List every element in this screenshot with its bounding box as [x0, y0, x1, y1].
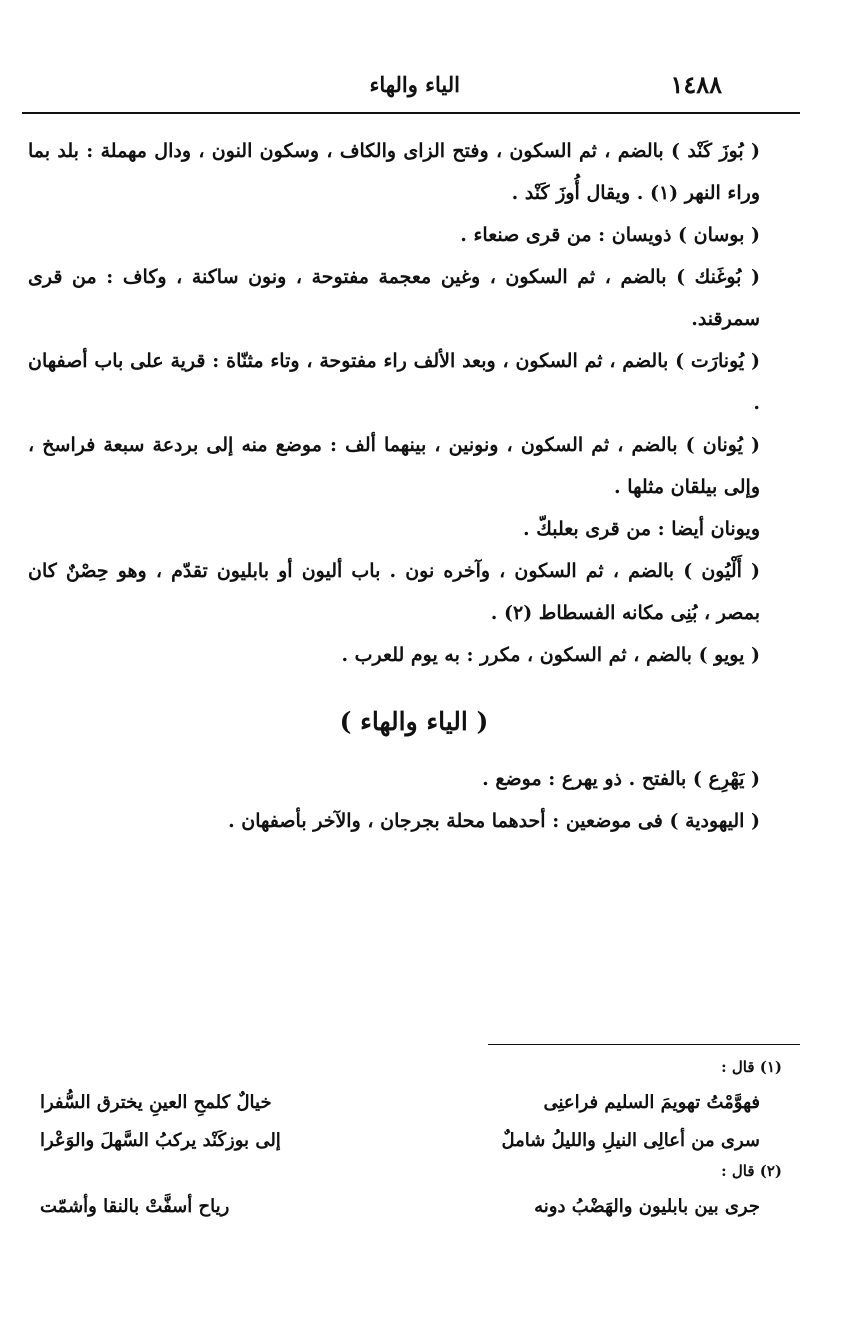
page-number: ١٤٨٨: [670, 70, 722, 99]
verse-second-hemistich: إلى بوزكَنْد يركبُ السَّهلَ والوَعْرا: [40, 1130, 281, 1151]
entry-bughank: ( بُوغَنك ) بالضم ، ثم السكون ، وغين معجمة مفتوحة ، ونون ساكنة ، وكاف : من قرى سمرقند.: [28, 266, 760, 330]
entry-yunan: ( يُونان ) بالضم ، ثم السكون ، ونونين ، بينهما ألف : موضع منه إلى بردعة سبعة فراسخ ، وإلى بيلقان مثلها .: [28, 434, 760, 498]
entry-yunart: ( يُونارَت ) بالضم ، ثم السكون ، وبعد الألف راء مفتوحة ، وتاء مثنّاة : قرية على باب أصفهان .: [28, 350, 760, 414]
footnote-label: (٢) قال :: [721, 1162, 782, 1180]
entry-yunan-baalbek: ويونان أيضا : من قرى بعلبكّ .: [522, 518, 760, 540]
verse-first-hemistich: سرى من أعالِى النيلِ والليلُ شاملٌ: [501, 1130, 760, 1151]
running-title: الياء والهاء: [369, 72, 460, 97]
entry-yahri: ( يَهْرِع ) بالفتح . ذو يهرع : موضع .: [482, 768, 760, 790]
footnote-label: (١) قال :: [721, 1058, 782, 1076]
main-text: [28, 130, 800, 842]
verse-second-hemistich: رياح أسفَّتْ بالنقا وأشمّت: [40, 1196, 230, 1217]
verse-second-hemistich: خيالٌ كلمحِ العينِ يخترق السُّفرا: [40, 1092, 272, 1113]
verse-first-hemistich: جرى بين بابليون والهَضْبُ دونه: [534, 1196, 760, 1217]
verse-line: [40, 1084, 800, 1122]
entry-alyun: ( أَلْيُون ) بالضم ، ثم السكون ، وآخره نون . باب أليون أو بابليون تقدّم ، وهو حِصْنٌ كان بمصر ، بُنِى مكانه الفسطاط (٢) .: [28, 560, 760, 624]
footnote-rule: [488, 1044, 800, 1045]
section-heading: ( الياء والهاء ): [339, 707, 489, 736]
entry-yuyu: ( يويو ) بالضم ، ثم السكون ، مكرر : به يوم للعرب .: [341, 644, 760, 666]
entry-buzkand: ( بُوزَ كَنْد ) بالضم ، ثم السكون ، وفتح الزاى والكاف ، وسكون النون ، ودال مهملة : بلد بما وراء النهر (١) . ويقال أُوزَ كَنْد .: [28, 140, 760, 204]
header-rule: [22, 112, 800, 114]
entry-busan: ( بوسان ) ذويسان : من قرى صنعاء .: [460, 224, 760, 246]
verse-first-hemistich: فهوَّمْتُ تهويمَ السليم فراعنِى: [543, 1092, 760, 1113]
entry-alyahudiya: ( اليهودية ) فى موضعين : أحدهما محلة بجرجان ، والآخر بأصفهان .: [228, 810, 760, 832]
footnotes: [40, 1056, 800, 1226]
verse-line: [40, 1188, 800, 1226]
verse-line: [40, 1122, 800, 1160]
page-header: [22, 70, 800, 106]
